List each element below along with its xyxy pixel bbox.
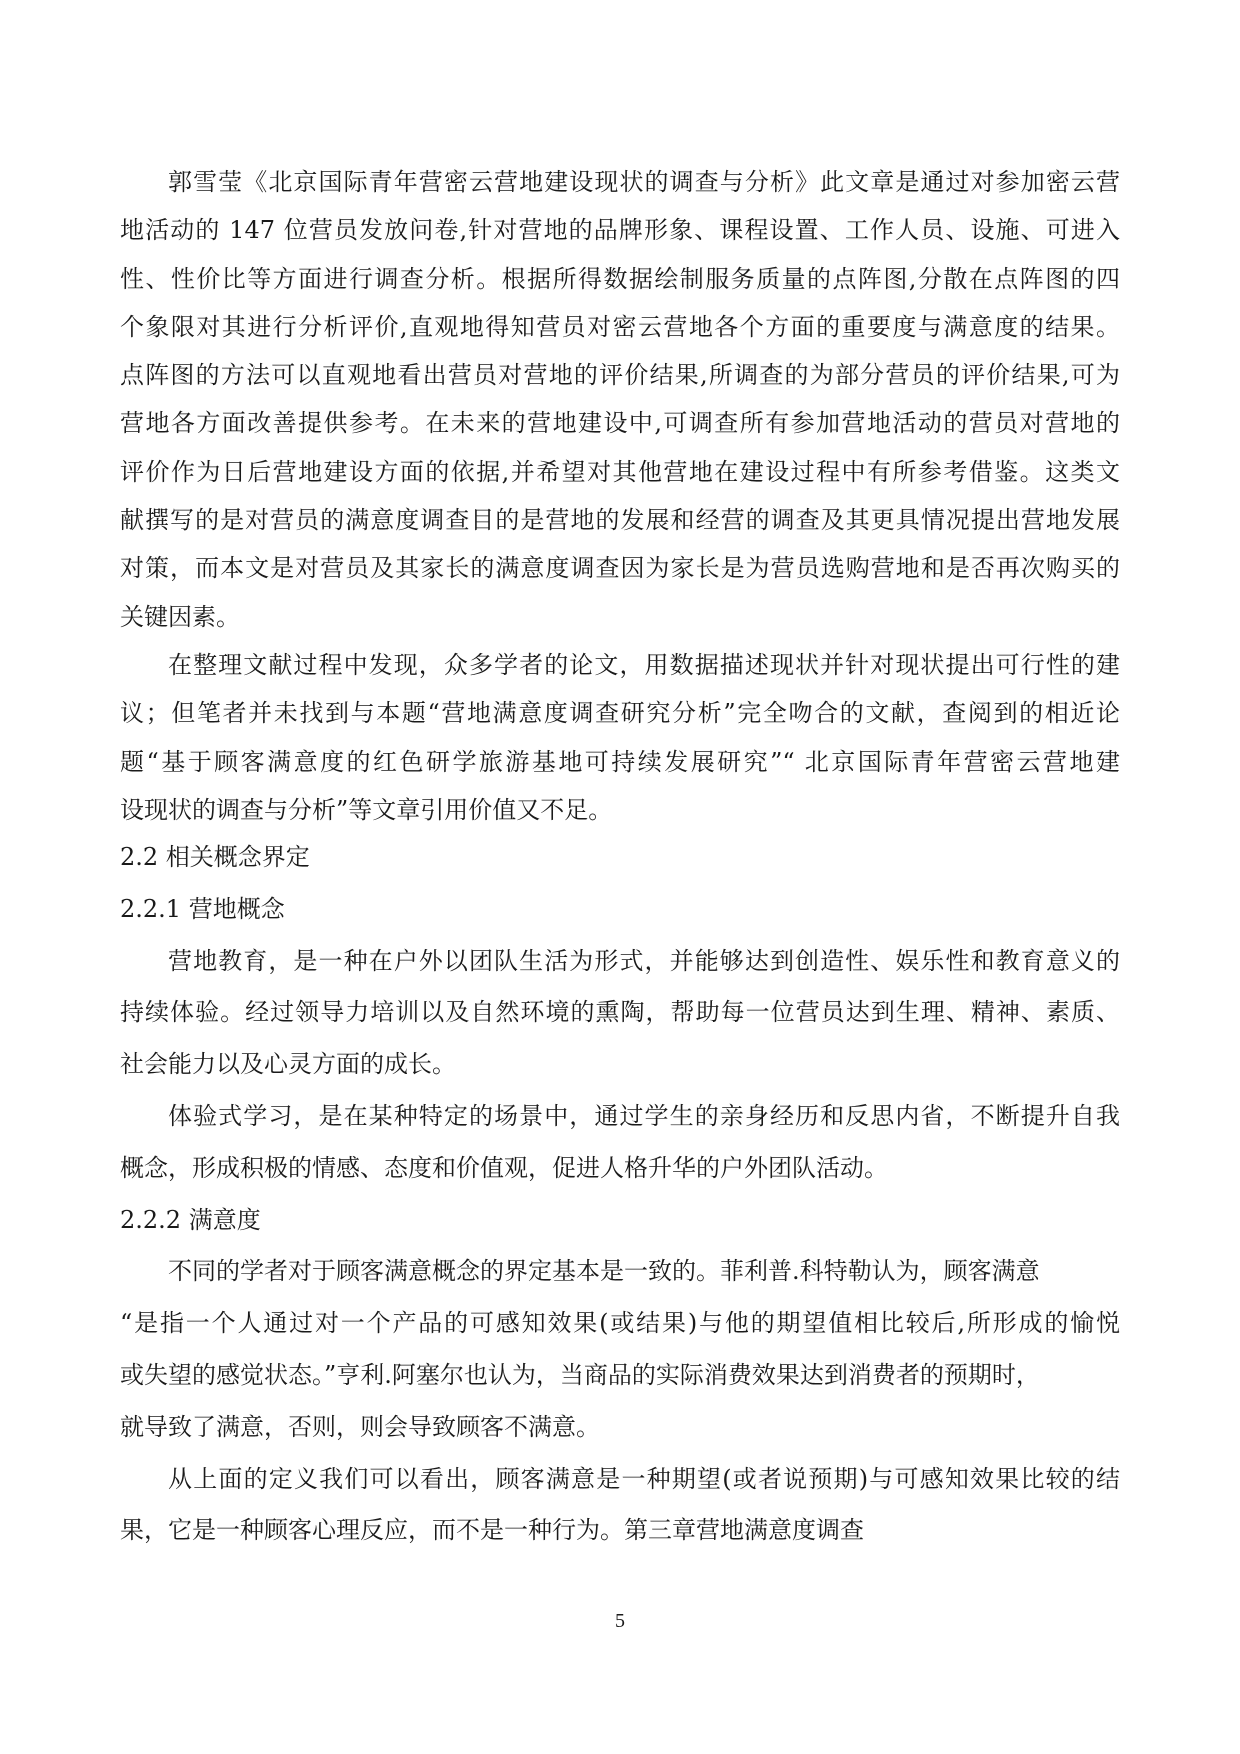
text-line: 评价作为日后营地建设方面的依据,并希望对其他营地在建设过程中有所参考借鉴。这类文	[120, 457, 1120, 486]
page-number: 5	[615, 1610, 625, 1632]
text-line: 关键因素。	[120, 602, 240, 631]
text-block-upper	[120, 158, 1120, 834]
section-heading-2-2: 2.2 相关概念界定	[120, 843, 310, 871]
text-line: 题“基于顾客满意度的红色研学旅游基地可持续发展研究”“ 北京国际青年营密云营地建	[120, 747, 1120, 776]
text-line: 地活动的 147 位营员发放问卷,针对营地的品牌形象、课程设置、工作人员、设施、可进入	[120, 216, 1120, 245]
text-line: 点阵图的方法可以直观地看出营员对营地的评价结果,所调查的为部分营员的评价结果,可为	[120, 361, 1120, 390]
text-line: 不同的学者对于顾客满意概念的界定基本是一致的。菲利普.科特勒认为，顾客满意	[168, 1257, 1040, 1286]
text-line: 持续体验。经过领导力培训以及自然环境的熏陶，帮助每一位营员达到生理、精神、素质、	[120, 998, 1120, 1027]
paragraph-satisfaction-definition	[120, 1246, 1120, 1453]
text-line: 体验式学习，是在某种特定的场景中，通过学生的亲身经历和反思内省，不断提升自我	[168, 1101, 1120, 1130]
text-line: 社会能力以及心灵方面的成长。	[120, 1050, 456, 1079]
text-block-lower	[120, 832, 1120, 1557]
text-line: 或失望的感觉状态。”亨利.阿塞尔也认为，当商品的实际消费效果达到消费者的预期时，	[120, 1360, 1040, 1389]
text-line: “是指一个人通过对一个产品的可感知效果(或结果)与他的期望值相比较后,所形成的愉悦	[120, 1309, 1120, 1338]
text-line: 个象限对其进行分析评价,直观地得知营员对密云营地各个方面的重要度与满意度的结果。	[120, 312, 1120, 341]
paragraph-literature-summary	[120, 641, 1120, 834]
text-line: 对策，而本文是对营员及其家长的满意度调查因为家长是为营员选购营地和是否再次购买的	[120, 554, 1120, 583]
text-line: 性、性价比等方面进行调查分析。根据所得数据绘制服务质量的点阵图,分散在点阵图的四	[120, 264, 1120, 293]
text-line: 营地各方面改善提供参考。在未来的营地建设中,可调查所有参加营地活动的营员对营地的	[120, 409, 1120, 438]
text-line: 从上面的定义我们可以看出，顾客满意是一种期望(或者说预期)与可感知效果比较的结	[168, 1464, 1120, 1493]
text-line: 议；但笔者并未找到与本题“营地满意度调查研究分析”完全吻合的文献，查阅到的相近论	[120, 699, 1120, 728]
section-heading-2-2-2: 2.2.2 满意度	[120, 1205, 261, 1234]
text-line: 果，它是一种顾客心理反应，而不是一种行为。第三章营地满意度调查	[120, 1516, 864, 1545]
paragraph-experiential-learning	[120, 1091, 1120, 1195]
text-line: 献撰写的是对营员的满意度调查目的是营地的发展和经营的调查及其更具情况提出营地发展	[120, 506, 1120, 535]
text-line: 概念，形成积极的情感、态度和价值观，促进人格升华的户外团队活动。	[120, 1153, 888, 1182]
section-heading-2-2-1: 2.2.1 营地概念	[120, 894, 285, 923]
paragraph-camp-education	[120, 936, 1120, 1091]
paragraph-satisfaction-conclusion	[120, 1454, 1120, 1558]
text-line: 营地教育，是一种在户外以团队生活为形式，并能够达到创造性、娱乐性和教育意义的	[168, 946, 1120, 975]
text-line: 郭雪莹《北京国际青年营密云营地建设现状的调查与分析》此文章是通过对参加密云营	[168, 168, 1120, 196]
text-line: 在整理文献过程中发现，众多学者的论文，用数据描述现状并针对现状提出可行性的建	[168, 650, 1120, 679]
paragraph-literature-review	[120, 158, 1120, 641]
text-line: 就导致了满意，否则，则会导致顾客不满意。	[120, 1412, 600, 1441]
text-line: 设现状的调查与分析”等文章引用价值又不足。	[120, 795, 613, 824]
